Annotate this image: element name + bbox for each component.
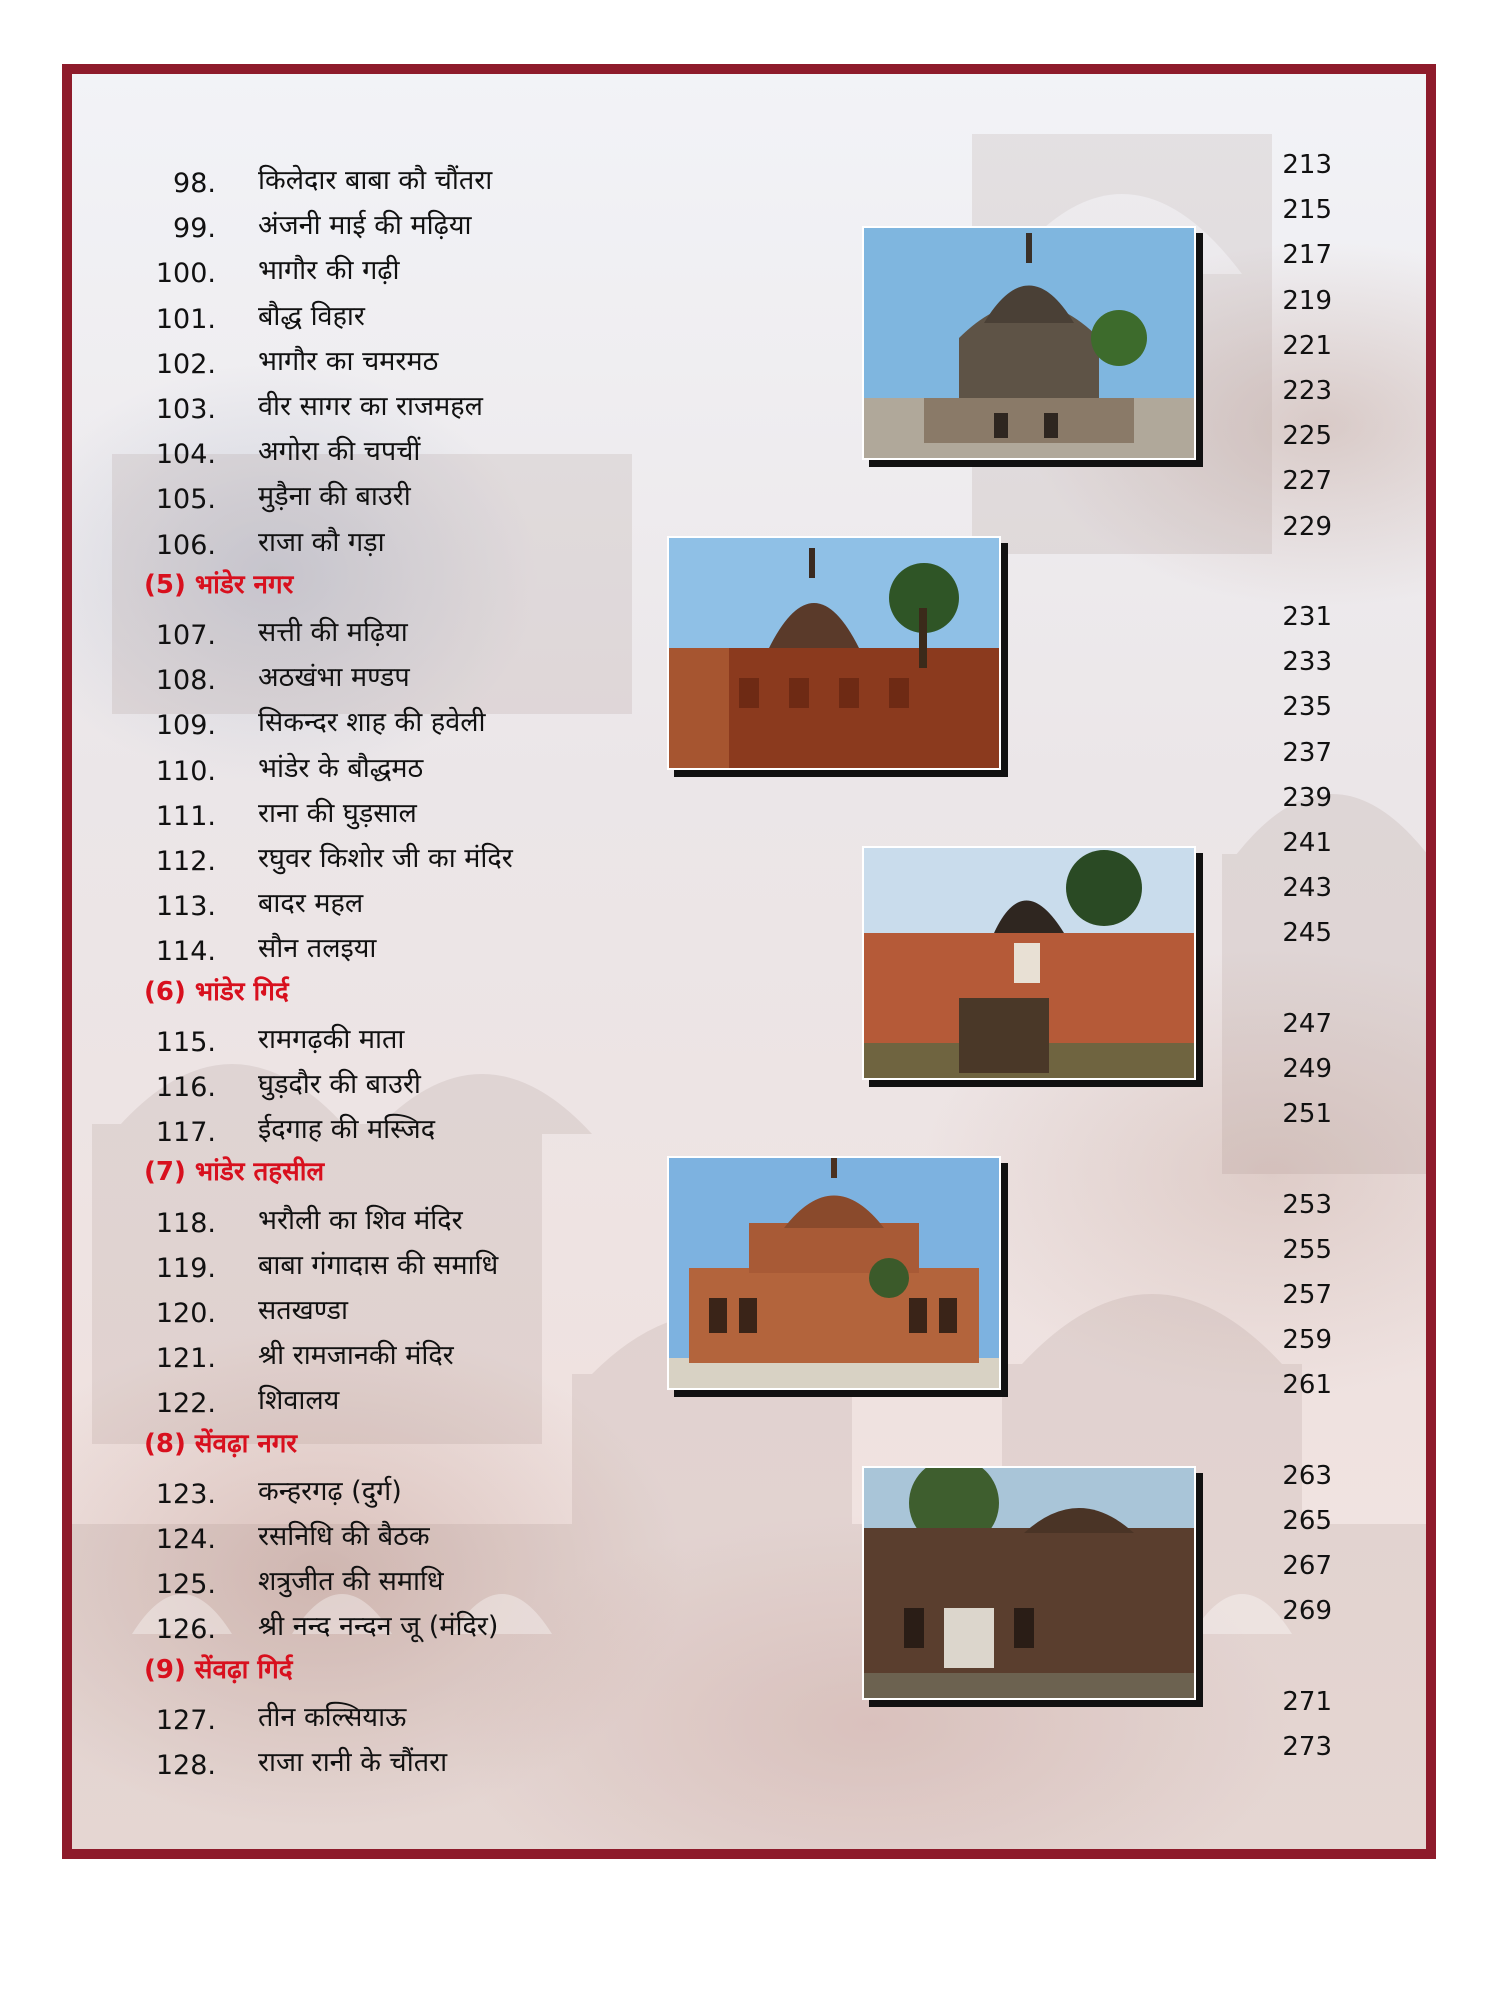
entry-title: श्री नन्द नन्दन जू (मंदिर) <box>258 1611 499 1642</box>
photo-ruined-fort <box>862 1466 1196 1700</box>
entry-number: 127. <box>155 1705 216 1736</box>
entry-title: सिकन्दर शाह की हवेली <box>258 707 486 738</box>
section-heading: (5) भांडेर नगर <box>144 570 294 600</box>
entry-number: 119. <box>155 1253 216 1284</box>
entry-page-number: 231 <box>1282 602 1332 632</box>
toc-entry[interactable] <box>72 1099 1432 1151</box>
entry-number: 124. <box>155 1524 216 1555</box>
entry-page-number: 233 <box>1282 647 1332 677</box>
toc-entry[interactable] <box>72 150 1432 202</box>
toc-entry[interactable] <box>72 376 1432 428</box>
toc-entry[interactable] <box>72 331 1432 383</box>
toc-entry[interactable] <box>72 1687 1432 1739</box>
section-heading: (8) सेंवढ़ा नगर <box>144 1429 298 1459</box>
entry-number: 111. <box>155 801 216 832</box>
toc-entry[interactable] <box>72 1054 1432 1106</box>
entry-number: 103. <box>155 394 216 425</box>
entry-title: मुड़ैना की बाउरी <box>258 481 411 512</box>
entry-title: किलेदार बाबा कौ चौंतरा <box>258 165 493 196</box>
entry-page-number: 217 <box>1282 240 1332 270</box>
toc-entry[interactable] <box>72 1461 1432 1513</box>
entry-page-number: 263 <box>1282 1461 1332 1491</box>
toc-entry[interactable] <box>72 1506 1432 1558</box>
entry-number: 114. <box>155 936 216 967</box>
photo-temple-palm <box>667 536 1001 770</box>
entry-title: सत्ती की मढ़िया <box>258 617 408 648</box>
entry-page-number: 273 <box>1282 1732 1332 1762</box>
entry-title: राना की घुड़साल <box>258 798 417 829</box>
entry-number: 126. <box>155 1614 216 1645</box>
entry-title: बौद्ध विहार <box>258 301 365 332</box>
entry-page-number: 239 <box>1282 783 1332 813</box>
entry-title: बादर महल <box>258 888 364 919</box>
entry-title: अगोरा की चपचीं <box>258 436 421 467</box>
entry-number: 113. <box>155 891 216 922</box>
section-heading: (6) भांडेर गिर्द <box>144 977 289 1007</box>
entry-number: 117. <box>155 1117 216 1148</box>
entry-page-number: 237 <box>1282 738 1332 768</box>
toc-entry[interactable] <box>72 1551 1432 1603</box>
entry-page-number: 257 <box>1282 1280 1332 1310</box>
entry-title: रामगढ़की माता <box>258 1024 405 1055</box>
entry-title: अंजनी माई की मढ़िया <box>258 210 472 241</box>
toc-entry[interactable] <box>72 240 1432 292</box>
entry-number: 101. <box>155 304 216 335</box>
entry-number: 99. <box>173 213 216 244</box>
entry-title: बाबा गंगादास की समाधि <box>258 1250 499 1281</box>
entry-page-number: 267 <box>1282 1551 1332 1581</box>
toc-entry[interactable] <box>72 421 1432 473</box>
entry-number: 100. <box>155 258 216 289</box>
entry-number: 116. <box>155 1072 216 1103</box>
entry-page-number: 227 <box>1282 466 1332 496</box>
entry-title: भागौर का चमरमठ <box>258 346 439 377</box>
entry-title: राजा कौ गड़ा <box>258 527 385 558</box>
toc-entry[interactable] <box>72 286 1432 338</box>
entry-page-number: 271 <box>1282 1687 1332 1717</box>
entry-number: 115. <box>155 1027 216 1058</box>
entry-page-number: 229 <box>1282 512 1332 542</box>
entry-page-number: 253 <box>1282 1190 1332 1220</box>
entry-title: भांडेर के बौद्धमठ <box>258 753 424 784</box>
entry-title: रघुवर किशोर जी का मंदिर <box>258 843 513 874</box>
entry-page-number: 261 <box>1282 1370 1332 1400</box>
entry-page-number: 235 <box>1282 692 1332 722</box>
entry-title: अठखंभा मण्डप <box>258 662 410 693</box>
entry-number: 98. <box>173 168 216 199</box>
section-heading: (9) सेंवढ़ा गिर्द <box>144 1655 293 1685</box>
toc-entry[interactable] <box>72 828 1432 880</box>
entry-title: भागौर की गढ़ी <box>258 255 400 286</box>
toc-entry[interactable] <box>72 1009 1432 1061</box>
entry-page-number: 213 <box>1282 150 1332 180</box>
section-heading: (7) भांडेर तहसील <box>144 1157 325 1187</box>
toc-entry[interactable] <box>72 783 1432 835</box>
entry-title: कन्हरगढ़ (दुर्ग) <box>258 1476 402 1507</box>
entry-number: 107. <box>155 620 216 651</box>
entry-number: 106. <box>155 530 216 561</box>
entry-number: 102. <box>155 349 216 380</box>
toc-entry[interactable] <box>72 195 1432 247</box>
entry-page-number: 247 <box>1282 1009 1332 1039</box>
entry-title: वीर सागर का राजमहल <box>258 391 483 422</box>
entry-number: 104. <box>155 439 216 470</box>
entry-number: 125. <box>155 1569 216 1600</box>
entry-page-number: 255 <box>1282 1235 1332 1265</box>
entry-page-number: 249 <box>1282 1054 1332 1084</box>
entry-page-number: 225 <box>1282 421 1332 451</box>
entry-title: ईदगाह की मस्जिद <box>258 1114 436 1145</box>
entry-number: 108. <box>155 665 216 696</box>
entry-title: राजा रानी के चौंतरा <box>258 1747 448 1778</box>
toc-entry[interactable] <box>72 918 1432 970</box>
entry-page-number: 269 <box>1282 1596 1332 1626</box>
page-frame <box>62 64 1436 1859</box>
entry-page-number: 223 <box>1282 376 1332 406</box>
entry-title: रसनिधि की बैठक <box>258 1521 430 1552</box>
toc-entry[interactable] <box>72 1732 1432 1784</box>
photo-fort-wall <box>862 846 1196 1080</box>
toc-entry[interactable] <box>72 873 1432 925</box>
entry-page-number: 251 <box>1282 1099 1332 1129</box>
photo-temple-shikhara <box>862 226 1196 460</box>
entry-page-number: 219 <box>1282 286 1332 316</box>
entry-number: 122. <box>155 1388 216 1419</box>
entry-number: 109. <box>155 710 216 741</box>
entry-page-number: 221 <box>1282 331 1332 361</box>
toc-entry[interactable] <box>72 466 1432 518</box>
entry-page-number: 241 <box>1282 828 1332 858</box>
entry-title: सौन तलइया <box>258 933 377 964</box>
entry-title: शिवालय <box>258 1385 340 1416</box>
entry-title: तीन कल्सियाऊ <box>258 1702 407 1733</box>
entry-title: भरौली का शिव मंदिर <box>258 1205 463 1236</box>
entry-page-number: 265 <box>1282 1506 1332 1536</box>
photo-palace-domes <box>667 1156 1001 1390</box>
entry-number: 120. <box>155 1298 216 1329</box>
entry-title: श्री रामजानकी मंदिर <box>258 1340 454 1371</box>
entry-page-number: 243 <box>1282 873 1332 903</box>
toc-entry[interactable] <box>72 1596 1432 1648</box>
entry-number: 105. <box>155 484 216 515</box>
entry-page-number: 215 <box>1282 195 1332 225</box>
entry-number: 121. <box>155 1343 216 1374</box>
entry-page-number: 245 <box>1282 918 1332 948</box>
entry-page-number: 259 <box>1282 1325 1332 1355</box>
entry-number: 110. <box>155 756 216 787</box>
entry-number: 128. <box>155 1750 216 1781</box>
entry-number: 123. <box>155 1479 216 1510</box>
entry-title: घुड़दौर की बाउरी <box>258 1069 421 1100</box>
entry-number: 112. <box>155 846 216 877</box>
entry-title: शत्रुजीत की समाधि <box>258 1566 444 1597</box>
entry-title: सतखण्डा <box>258 1295 348 1326</box>
entry-number: 118. <box>155 1208 216 1239</box>
